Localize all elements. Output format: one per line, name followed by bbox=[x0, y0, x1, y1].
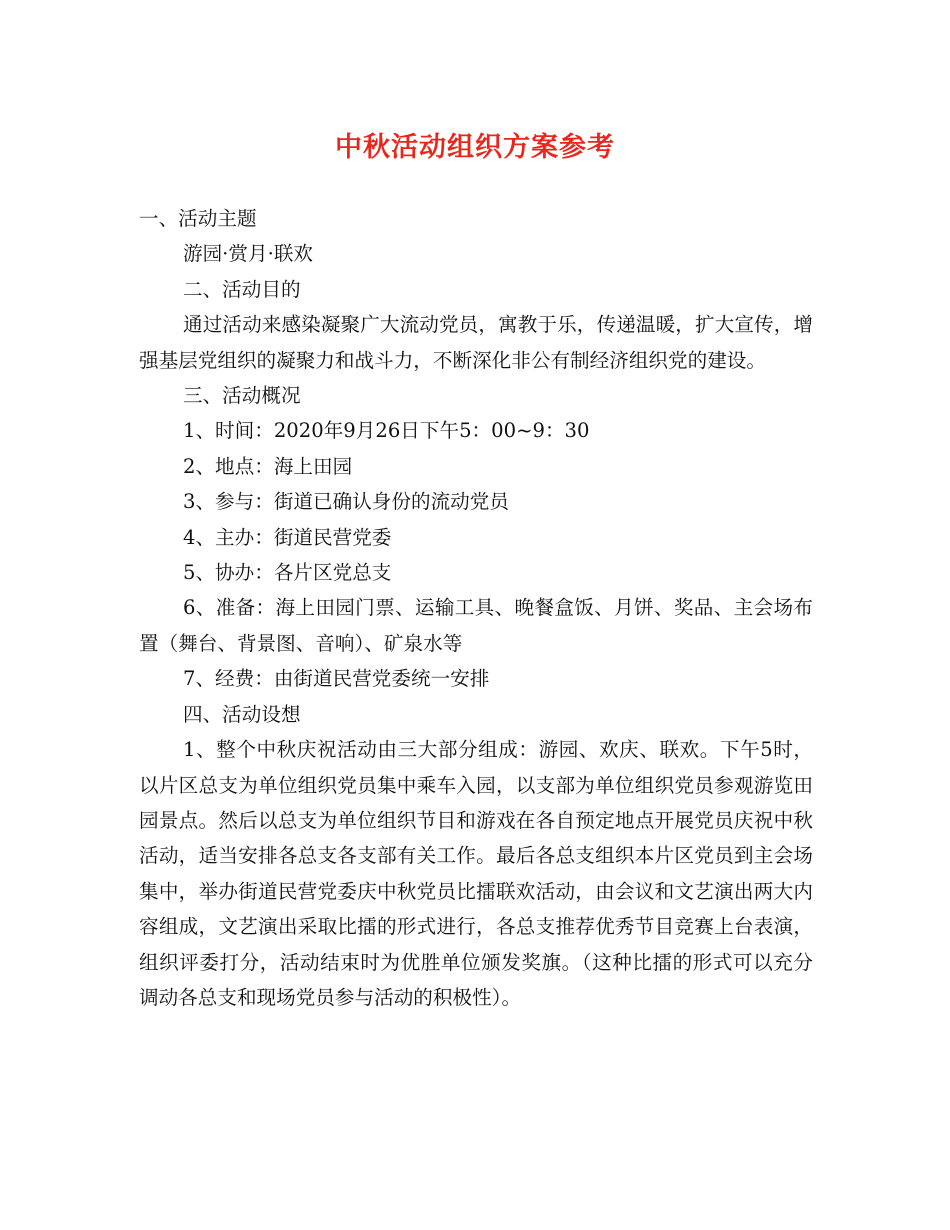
overview-item-time: 1、时间：2020年9月26日下午5：00~9：30 bbox=[183, 419, 590, 443]
purpose-paragraph: 通过活动来感染凝聚广大流动党员，寓教于乐，传递温暖，扩大宣传，增强基层党组织的凝聚力和战斗力，不断深化非公有制经济组织党的建设。 bbox=[139, 313, 813, 372]
plan-paragraph: 1、整个中秋庆祝活动由三大部分组成：游园、欢庆、联欢。下午5时，以片区总支为单位组织党员集中乘车入园，以支部为单位组织党员参观游览田园景点。然后以总支为单位组织节目和游戏在各自预定地点开展党员庆祝中秋活动，适当安排各总支各支部有关工作。最后各总支组织本片区党员到主会场集中，举办街道民营党委庆中秋党员比擂联欢活动，由会议和文艺演出两大内容组成，文艺演出采取比擂的形式进行，各总支推荐优秀节目竞赛上台表演，组织评委打分，活动结束时为优胜单位颁发奖旗。（这种比擂的形式可以充分调动各总支和现场党员参与活动的积极性）。 bbox=[139, 738, 813, 1009]
document-body bbox=[139, 201, 813, 1015]
document-title: 中秋活动组织方案参考 bbox=[335, 132, 615, 163]
section-heading-theme: 一、活动主题 bbox=[139, 207, 257, 230]
section-heading-purpose: 二、活动目的 bbox=[183, 277, 301, 301]
overview-item-participants: 3、参与：街道已确认身份的流动党员 bbox=[183, 490, 509, 514]
overview-item-location: 2、地点：海上田园 bbox=[183, 454, 353, 478]
overview-item-funding: 7、经费：由街道民营党委统一安排 bbox=[183, 667, 490, 691]
overview-item-host: 4、主办：街道民营党委 bbox=[183, 525, 392, 549]
section-heading-plan: 四、活动设想 bbox=[183, 702, 301, 726]
overview-item-preparation: 6、准备：海上田园门票、运输工具、晚餐盒饭、月饼、奖品、主会场布置（舞台、背景图、音响）、矿泉水等 bbox=[139, 596, 813, 655]
section-heading-overview: 三、活动概况 bbox=[183, 384, 301, 408]
overview-item-co-host: 5、协办：各片区党总支 bbox=[183, 561, 392, 585]
theme-text: 游园·赏月·联欢 bbox=[183, 242, 314, 266]
